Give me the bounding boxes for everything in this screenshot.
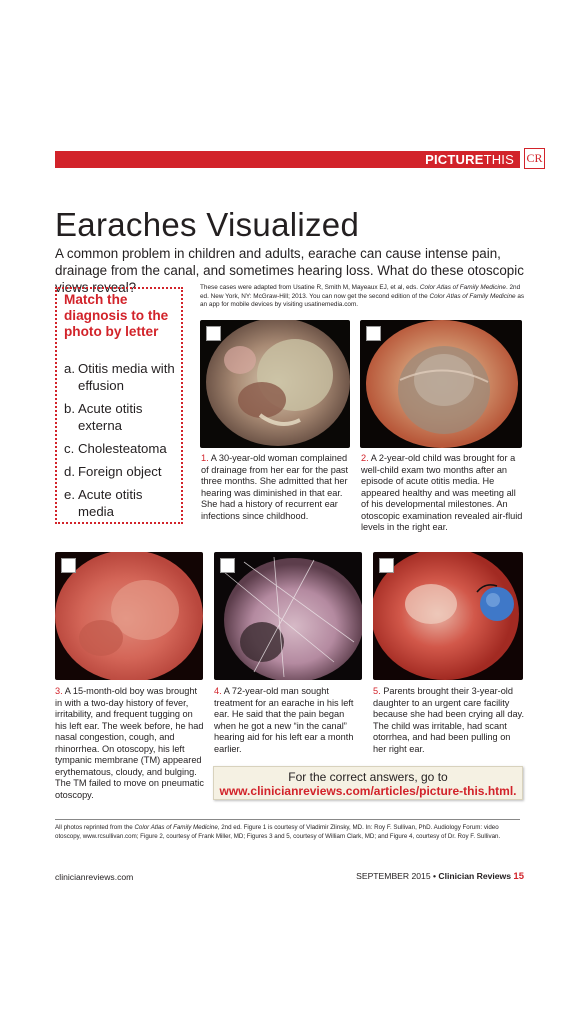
footer-site: clinicianreviews.com: [55, 872, 134, 882]
page-number: 15: [513, 871, 524, 882]
footer-issue: SEPTEMBER 2015 • Clinician Reviews 15: [356, 871, 524, 882]
diagnosis-item: b. Acute otitis externa: [64, 401, 143, 433]
banner-label: PICTURETHIS: [425, 152, 514, 167]
section-banner: [55, 151, 520, 168]
source-note: These cases were adapted from Usatine R, Smith M, Mayeaux EJ, et al, eds. Color Atlas of Family Medicine. 2nd ed. New York, NY: McGraw-Hill; 2013. You can now get the second edition of the Color Atlas of Family Medicine as an app for mobile devices by visiting usatinemedia.com.: [200, 284, 525, 308]
journal-logo: CR: [524, 148, 545, 169]
otoscopy-photo-5: [373, 552, 523, 680]
match-heading: Match the diagnosis to the photo by letter: [64, 292, 169, 339]
answer-checkbox[interactable]: [379, 558, 394, 573]
otoscopy-image: [360, 320, 522, 448]
otoscopy-image: [373, 552, 523, 680]
otoscopy-photo-3: [55, 552, 203, 680]
divider: [55, 819, 520, 820]
answers-box: [213, 766, 523, 800]
photo-credits: All photos reprinted from the Color Atlas of Family Medicine, 2nd ed. Figure 1 is courtesy of Vladimir Zlinsky, MD. In: Roy F. Sullivan, PhD. Audiology Forum: video otoscopy, www.rcsullivan.com; Figure 2, courtesy of Frank Miller, MD; Figures 3 and 5, courtesy of William Clark, MD; and Figure 4, courtesy of Dr. Roy F. Sullivan.: [55, 824, 501, 840]
answer-checkbox[interactable]: [61, 558, 76, 573]
case-caption-2: 2. A 2-year-old child was brought for a well-child exam two months after an episode of acute otitis media. He appeared healthy and was meeting all of his developmental milestones. An otoscopic examination revealed air-fluid levels in the right ear.: [361, 453, 523, 532]
otoscopy-image: [55, 552, 203, 680]
page-title: Earaches Visualized: [55, 206, 360, 243]
case-caption-4: 4. A 72-year-old man sought treatment for an earache in his left ear. He said that the pain began when he got a new “in the canal” hearing aid for his left ear a month earlier.: [214, 686, 354, 754]
diagnosis-item: a. Otitis media with effusion: [64, 361, 175, 393]
diagnosis-item: c. Cholesteatoma: [64, 441, 167, 456]
otoscopy-photo-2: [360, 320, 522, 448]
diagnosis-list: [64, 360, 182, 526]
otoscopy-photo-1: [200, 320, 350, 448]
answers-intro: For the correct answers, go to: [288, 770, 448, 784]
case-caption-5: 5. Parents brought their 3-year-old daughter to an urgent care facility because she had been crying all day. The child was irritable, had scant otorrhea, and had been pulling on her right ear.: [373, 686, 525, 754]
diagnosis-item: e. Acute otitis media: [64, 487, 143, 519]
answer-checkbox[interactable]: [220, 558, 235, 573]
answer-checkbox[interactable]: [366, 326, 381, 341]
answer-checkbox[interactable]: [206, 326, 221, 341]
case-caption-3: 3. A 15-month-old boy was brought in with a two-day history of fever, irritability, and frequent tugging on his left ear. The week before, he had nasal congestion, cough, and rhinorrhea. On otoscopy, his left tympanic membrane (TM) appeared erythematous, cloudy, and bulging. The TM failed to move on pneumatic otoscopy.: [55, 686, 204, 800]
otoscopy-image: [214, 552, 362, 680]
otoscopy-image: [200, 320, 350, 448]
case-caption-1: 1. A 30-year-old woman complained of drainage from her ear for the past three months. She admitted that her hearing was diminished in that ear. She had a history of recurrent ear infections since childhood.: [201, 453, 349, 521]
page-subtitle: A common problem in children and adults, earache can cause intense pain, drainage from the canal, and sometimes hearing loss. What do these otoscopic views reveal?: [55, 246, 524, 295]
answers-link[interactable]: www.clinicianreviews.com/articles/picture-this.html.: [219, 784, 517, 798]
otoscopy-photo-4: [214, 552, 362, 680]
diagnosis-item: d. Foreign object: [64, 464, 162, 479]
